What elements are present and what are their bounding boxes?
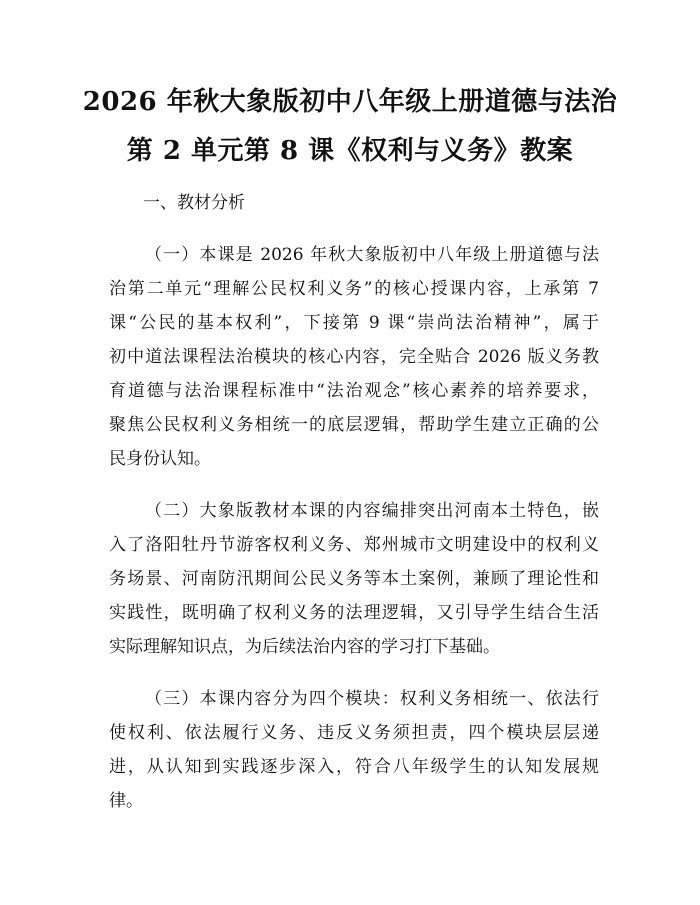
paragraph-line: 治第二单元“理解公民权利义务”的核心授课内容，上承第 7 bbox=[109, 279, 599, 299]
paragraph-line: （三）本课内容分为四个模块：权利义务相统一、依法行 bbox=[145, 689, 599, 709]
paragraph-3 bbox=[109, 682, 599, 818]
paragraph-line: 实践性，既明确了权利义务的法理逻辑，又引导学生结合生活 bbox=[109, 603, 599, 623]
document-title-line-2: 第 2 单元第 8 课《权利与义务》教案 bbox=[126, 136, 574, 166]
paragraph-line: 课“公民的基本权利”，下接第 9 课“崇尚法治精神”，属于 bbox=[109, 313, 599, 333]
paragraph-line: 务场景、河南防汛期间公民义务等本土案例，兼顾了理论性和 bbox=[109, 569, 599, 589]
paragraph-line: 育道德与法治课程标准中“法治观念”核心素养的培养要求， bbox=[109, 381, 599, 401]
paragraph-line: 初中道法课程法治模块的核心内容，完全贴合 2026 版义务教 bbox=[109, 347, 599, 367]
paragraph-line: 民身份认知。 bbox=[109, 449, 211, 469]
paragraph-line: 实际理解知识点，为后续法治内容的学习打下基础。 bbox=[109, 637, 500, 657]
paragraph-line: （二）大象版教材本课的内容编排突出河南本土特色，嵌 bbox=[145, 501, 599, 521]
section-heading: 一、教材分析 bbox=[143, 193, 245, 213]
paragraph-line: 聚焦公民权利义务相统一的底层逻辑，帮助学生建立正确的公 bbox=[109, 415, 599, 435]
paragraph-1 bbox=[109, 238, 599, 476]
document-title-line-1: 2026 年秋大象版初中八年级上册道德与法治 bbox=[82, 87, 618, 117]
paragraph-2 bbox=[109, 494, 599, 664]
paragraph-line: 入了洛阳牡丹节游客权利义务、郑州城市文明建设中的权利义 bbox=[109, 535, 599, 555]
paragraph-line: （一）本课是 2026 年秋大象版初中八年级上册道德与法 bbox=[145, 245, 599, 265]
paragraph-line: 进，从认知到实践逐步深入，符合八年级学生的认知发展规 bbox=[109, 757, 599, 777]
paragraph-line: 律。 bbox=[109, 791, 143, 811]
paragraph-line: 使权利、依法履行义务、违反义务须担责，四个模块层层递 bbox=[109, 723, 599, 743]
